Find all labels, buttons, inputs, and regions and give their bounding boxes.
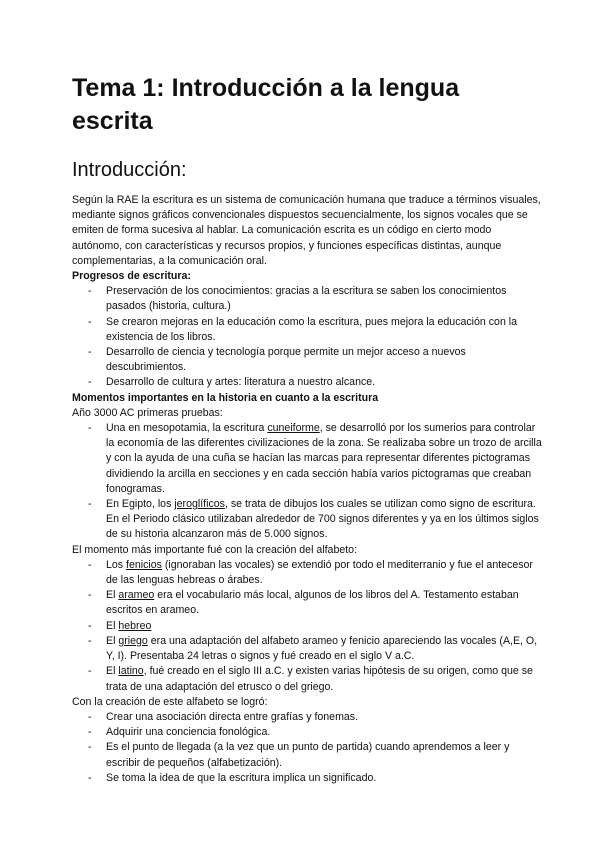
bullet-dash: - (88, 710, 92, 723)
bullet-dash: - (88, 422, 92, 435)
term-latino: latino (118, 665, 144, 678)
bullet-dash: - (88, 346, 92, 359)
term-jeroglificos: jeroglíficos (174, 498, 225, 511)
section-heading: Introducción: (72, 159, 187, 181)
bullet-dash: - (88, 285, 92, 298)
list-item: - Desarrollo de ciencia y tecnología porque permite un mejor acceso a nuevos descubrimientos. (88, 346, 466, 374)
term-griego: griego (118, 634, 148, 647)
momentos-heading: Momentos importantes en la historia en cuanto a la escritura (72, 391, 379, 404)
page-title: Tema 1: Introducción a la lengua escrita (72, 74, 460, 135)
progresos-heading: Progresos de escritura: (72, 270, 191, 283)
list-item: - El hebreo (72, 619, 544, 634)
list-item: - Crear una asociación directa entre grafías y fonemas. (72, 710, 544, 725)
term-fenicios: fenicios (126, 558, 162, 571)
bullet-dash: - (88, 665, 92, 678)
bullet-dash: - (88, 619, 92, 632)
bullet-dash: - (88, 498, 92, 511)
bullet-dash: - (88, 376, 92, 389)
list-item: - En Egipto, los jeroglíficos, se trata de dibujos los cuales se utilizan como signo de escritura. En el Periodo clásico utilizaban alrededor de 700 signos diferentes y ya en los últimos siglos de su historia alcanzaron más de 5.000 signos. (88, 498, 539, 541)
bullet-dash: - (88, 558, 92, 571)
bullet-dash: - (88, 726, 92, 739)
momentos-intro: Año 3000 AC primeras pruebas: (72, 406, 223, 419)
alfabeto-list (72, 558, 544, 695)
term-arameo: arameo (118, 589, 155, 602)
term-cuneiforme: cuneiforme (267, 422, 320, 435)
list-item: - El arameo era el vocabulario más local, algunos de los libros del A. Testamento estaban escritos en arameo. (88, 589, 519, 617)
list-item: - Adquirir una conciencia fonológica. (72, 725, 544, 740)
bullet-dash: - (88, 589, 92, 602)
list-item: - El griego era una adaptación del alfabeto arameo y fenicio apareciendo las vocales (A,E, O, Y, I). Presentaba 24 letras o signos y fué creado en el siglo V a.C. (88, 634, 538, 663)
intro-paragraph: Según la RAE la escritura es un sistema de comunicación humana que traduce a términos visuales, mediante signos gráficos convencionales dispuestos secuencialmente, los signos vocales que se emiten de forma sucesiva al hablar. La comunicación escrita es un código en cierto modo autónomo, con características y recursos propios, y funciones específicas distintas, aunque complementarias, a la comunicación oral. (72, 194, 541, 267)
list-item: - Se crearon mejoras en la educación como la escritura, pues mejora la educación con la existencia de los libros. (88, 315, 518, 343)
list-item: - Una en mesopotamia, la escritura cuneiforme, se desarrolló por los sumerios para controlar la economía de las diferentes civilizaciones de la zona. Se realizaba sobre un trozo de arcilla y con la ayuda de una cuña se hacían las marcas para representar diferentes pictogramas dividiendo la arcilla en secciones y en cada sección había varios pictogramas que creaban fonogramas. (88, 422, 542, 495)
list-item: - Preservación de los conocimientos: gracias a la escritura se saben los conocimientos pasados (historia, cultura.) (88, 285, 507, 313)
bullet-dash: - (88, 315, 92, 328)
alfabeto-intro: El momento más importante fué con la creación del alfabeto: (72, 543, 358, 556)
progresos-list (72, 284, 544, 390)
momentos-list (72, 421, 544, 543)
list-item: - El latino, fué creado en el siglo III a.C. y existen varias hipótesis de su origen, como que se trata de una adaptación del etrusco o del griego. (88, 665, 533, 693)
list-item: - Los fenicios (ignoraban las vocales) se extendió por todo el mediterranio y fue el antecesor de las lenguas hebreas o árabes. (88, 558, 533, 587)
logros-intro: Con la creación de este alfabeto se logró: (72, 695, 268, 708)
logros-list (72, 710, 544, 786)
bullet-dash: - (88, 771, 92, 784)
list-item: - Desarrollo de cultura y artes: literatura a nuestro alcance. (72, 375, 544, 390)
term-hebreo: hebreo (118, 619, 152, 632)
list-item: - Es el punto de llegada (a la vez que un punto de partida) cuando aprendemos a leer y escribir de pequeños (alfabetización). (88, 741, 510, 769)
list-item: - Se toma la idea de que la escritura implica un significado. (72, 771, 544, 786)
bullet-dash: - (88, 741, 92, 754)
bullet-dash: - (88, 634, 92, 647)
